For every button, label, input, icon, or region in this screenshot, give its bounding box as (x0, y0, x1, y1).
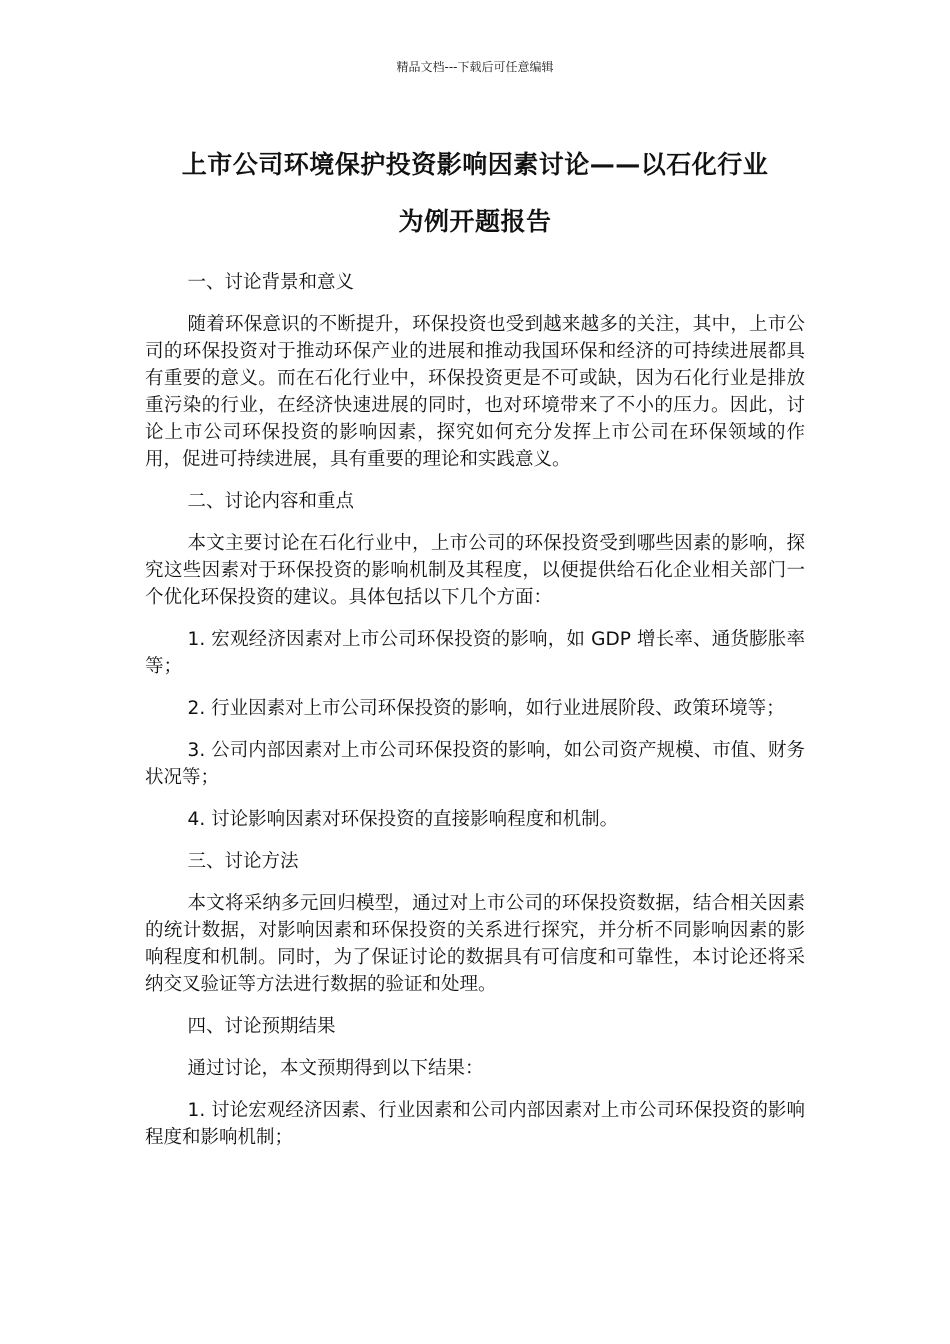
section-heading-method: 三、讨论方法 (187, 851, 299, 872)
section-heading-content: 二、讨论内容和重点 (187, 491, 355, 512)
title-line-1: 上市公司环境保护投资影响因素讨论——以石化行业 (181, 150, 769, 179)
paragraph-content: 本文主要讨论在石化行业中，上市公司的环保投资受到哪些因素的影响，探究这些因素对于环保投资的影响机制及其程度，以便提供给石化企业相关部门一个优化环保投资的建议。具体包括以下几个方面： (145, 533, 805, 608)
paragraph-background: 随着环保意识的不断提升，环保投资也受到越来越多的关注，其中，上市公司的环保投资对于推动环保产业的进展和推动我国环保和经济的可持续进展都具有重要的意义。而在石化行业中，环保投资更是不可或缺，因为石化行业是排放重污染的行业，在经济快速进展的同时，也对环境带来了不小的压力。因此，讨论上市公司环保投资的影响因素，探究如何充分发挥上市公司在环保领域的作用，促进可持续进展，具有重要的理论和实践意义。 (145, 314, 805, 470)
list-item-macro: 1. 宏观经济因素对上市公司环保投资的影响，如 GDP 增长率、通货膨胀率等； (145, 629, 805, 677)
list-item-result-1: 1. 讨论宏观经济因素、行业因素和公司内部因素对上市公司环保投资的影响程度和影响机制； (145, 1100, 805, 1148)
paragraph-method: 本文将采纳多元回归模型，通过对上市公司的环保投资数据，结合相关因素的统计数据，对影响因素和环保投资的关系进行探究，并分析不同影响因素的影响程度和机制。同时，为了保证讨论的数据具有可信度和可靠性，本讨论还将采纳交叉验证等方法进行数据的验证和处理。 (145, 893, 805, 995)
section-heading-results: 四、讨论预期结果 (187, 1016, 336, 1037)
title-line-2: 为例开题报告 (398, 207, 552, 236)
list-item-industry: 2. 行业因素对上市公司环保投资的影响，如行业进展阶段、政策环境等； (187, 698, 785, 719)
list-item-mechanism: 4. 讨论影响因素对环保投资的直接影响程度和机制。 (187, 809, 619, 830)
document-title (120, 136, 830, 250)
paragraph-results: 通过讨论，本文预期得到以下结果： (187, 1058, 484, 1079)
list-item-internal: 3. 公司内部因素对上市公司环保投资的影响，如公司资产规模、市值、财务状况等； (145, 740, 805, 788)
document-body (145, 269, 805, 1166)
header-note: 精品文档---下载后可任意编辑 (396, 60, 554, 74)
section-heading-background: 一、讨论背景和意义 (187, 272, 355, 293)
